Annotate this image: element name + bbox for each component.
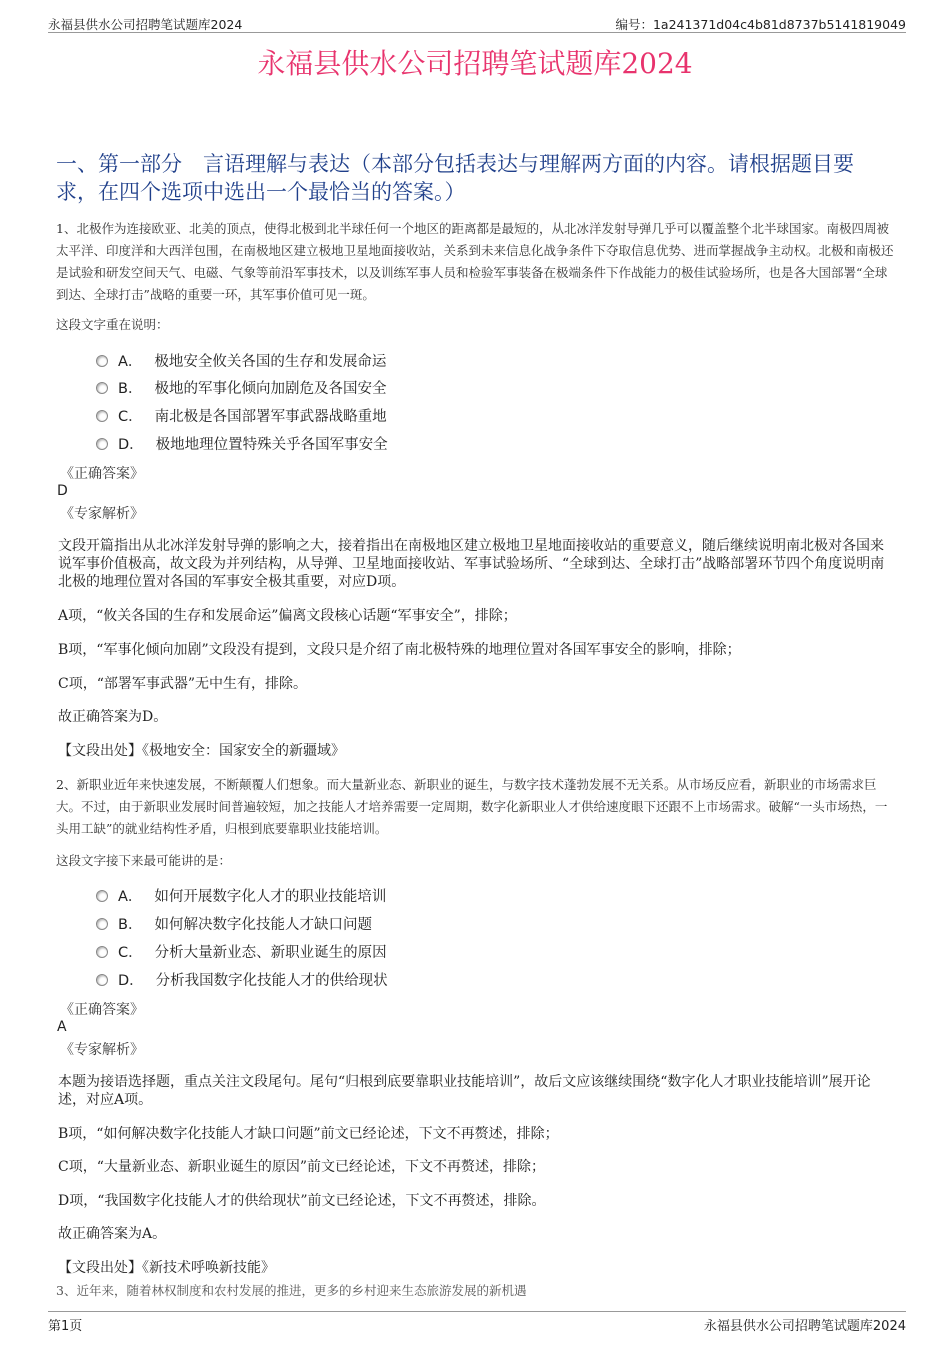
q1-analysis-c: C项，“部署军事武器”无中生有，排除。 <box>58 676 308 692</box>
q2-source: 【文段出处】《新技术呼唤新技能》 <box>58 1260 275 1276</box>
q1-answer-value: D <box>57 483 68 499</box>
q2-analysis-main: 本题为接语选择题，重点关注文段尾句。尾句“归根到底要靠职业技能培训”，故后文应该继续围绕“数字化人才职业技能培训”展开论述，对应A项。 <box>58 1074 871 1108</box>
radio-icon[interactable] <box>96 410 108 422</box>
q2-option-b[interactable]: B． 如何解决数字化技能人才缺口问题 <box>96 913 372 934</box>
radio-icon[interactable] <box>96 438 108 450</box>
q1-analysis-b: B项，“军事化倾向加剧”文段没有提到，文段只是介绍了南北极特殊的地理位置对各国军事安全的影响，排除； <box>58 642 741 658</box>
q1-option-d[interactable]: D． 极地地理位置特殊关乎各国军事安全 <box>96 433 388 454</box>
q1-analysis-a: A项，“攸关各国的生存和发展命运”偏离文段核心话题“军事安全”，排除； <box>58 608 517 624</box>
header-doc-number: 编号：1a241371d04c4b81d8737b5141819049 <box>615 17 906 32</box>
q2-answer-label: 《正确答案》 <box>60 1002 144 1018</box>
footer-doc-title: 永福县供水公司招聘笔试题库2024 <box>703 1319 906 1334</box>
radio-icon[interactable] <box>96 918 108 930</box>
q1-option-b[interactable]: B． 极地的军事化倾向加剧危及各国安全 <box>96 377 386 398</box>
radio-icon[interactable] <box>96 974 108 986</box>
q2-analysis-b: B项，“如何解决数字化技能人才缺口问题”前文已经论述，下文不再赘述，排除； <box>58 1126 559 1142</box>
q1-analysis-label: 《专家解析》 <box>60 506 144 522</box>
question-1-text: 1、北极作为连接欧亚、北美的顶点，使得北极到北半球任何一个地区的距离都是最短的，从北冰洋发射导弹几乎可以覆盖整个北半球国家。南极四周被太平洋、印度洋和大西洋包围，在南极地区建立极地卫星地面接收站，关系到未来信息化战争条件下夺取信息优势、进而掌握战争主动权。北极和南极还是试验和研发空间天气、电磁、气象等前沿军事技术，以及训练军事人员和检验军事装备在极端条件下作战能力的极佳试验场所，也是各大国部署“全球到达、全球打击”战略的重要一环，其军事价值可见一斑。 <box>56 221 894 302</box>
q2-option-a[interactable]: A． 如何开展数字化人才的职业技能培训 <box>96 885 386 906</box>
q1-answer-label: 《正确答案》 <box>60 466 144 482</box>
question-1-prompt: 这段文字重在说明： <box>56 317 169 332</box>
q1-source: 【文段出处】《极地安全：国家安全的新疆域》 <box>58 743 345 759</box>
q2-option-d[interactable]: D． 分析我国数字化技能人才的供给现状 <box>96 969 388 990</box>
radio-icon[interactable] <box>96 890 108 902</box>
question-2-text: 2、新职业近年来快速发展，不断颠覆人们想象。而大量新业态、新职业的诞生，与数字技术蓬勃发展不无关系。从市场反应看，新职业的市场需求巨大。不过，由于新职业发展时间普遍较短，加之技能人才培养需要一定周期，数字化新职业人才供给速度眼下还跟不上市场需求。破解“一头市场热，一头用工缺”的就业结构性矛盾，归根到底要靠职业技能培训。 <box>56 777 888 836</box>
page-header <box>48 14 906 33</box>
document-title: 永福县供水公司招聘笔试题库2024 <box>257 47 693 80</box>
radio-icon[interactable] <box>96 382 108 394</box>
question-2-prompt: 这段文字接下来最可能讲的是： <box>56 853 232 868</box>
page-number: 第1页 <box>48 1319 83 1334</box>
q2-answer-value: A <box>57 1019 67 1035</box>
radio-icon[interactable] <box>96 355 108 367</box>
section-heading: 一、第一部分 言语理解与表达（本部分包括表达与理解两方面的内容。请根据题目要求，在四个选项中选出一个最恰当的答案。） <box>56 152 854 204</box>
radio-icon[interactable] <box>96 946 108 958</box>
q2-analysis-label: 《专家解析》 <box>60 1042 144 1058</box>
q2-option-c[interactable]: C． 分析大量新业态、新职业诞生的原因 <box>96 941 387 962</box>
q1-option-a[interactable]: A． 极地安全攸关各国的生存和发展命运 <box>96 350 386 371</box>
q1-analysis-conclusion: 故正确答案为D。 <box>58 709 168 725</box>
page-footer <box>48 1311 906 1334</box>
question-3-cut-text: 3、近年来，随着林权制度和农村发展的推进，更多的乡村迎来生态旅游发展的新机遇 <box>56 1283 527 1298</box>
q2-analysis-c: C项，“大量新业态、新职业诞生的原因”前文已经论述，下文不再赘述，排除； <box>58 1159 546 1175</box>
q1-analysis-main: 文段开篇指出从北冰洋发射导弹的影响之大，接着指出在南极地区建立极地卫星地面接收站的重要意义，随后继续说明南北极对各国来说军事价值极高，故文段为并列结构，从导弹、卫星地面接收站、军事试验场所、“全球到达、全球打击”战略部署环节四个角度说明南北极的地理位置对各国的军事安全极其重要，对应D项。 <box>58 538 885 590</box>
q1-option-c[interactable]: C． 南北极是各国部署军事武器战略重地 <box>96 405 387 426</box>
header-doc-title: 永福县供水公司招聘笔试题库2024 <box>48 17 243 32</box>
q2-analysis-conclusion: 故正确答案为A。 <box>58 1226 167 1242</box>
q2-analysis-d: D项，“我国数字化技能人才的供给现状”前文已经论述，下文不再赘述，排除。 <box>58 1193 546 1209</box>
